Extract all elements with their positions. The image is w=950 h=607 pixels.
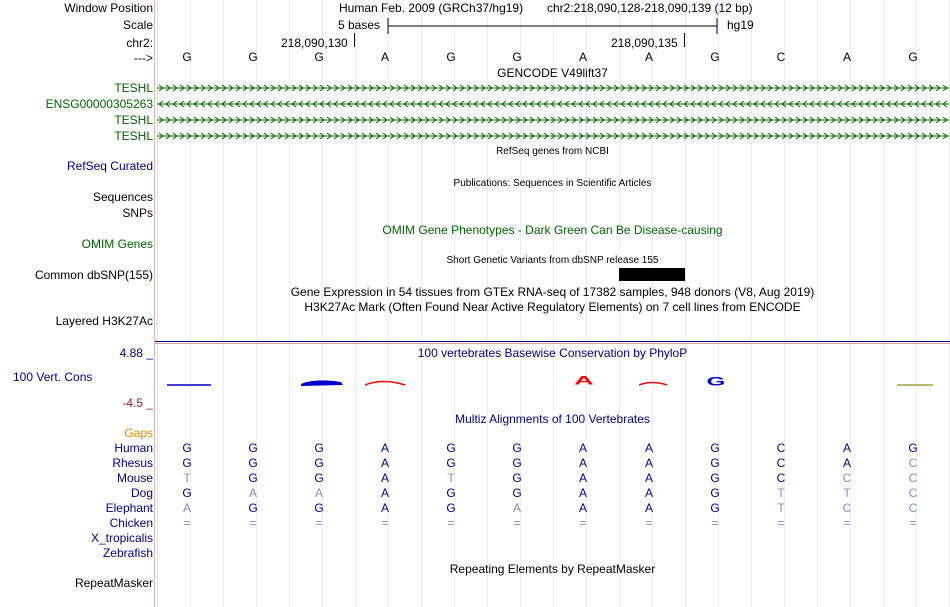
alignment-base: G xyxy=(248,456,258,470)
alignment-base: G xyxy=(512,441,522,455)
alignment-base: C xyxy=(908,486,918,500)
alignment-base: = xyxy=(843,516,851,530)
alignment-base: G xyxy=(710,441,720,455)
assembly-text: Human Feb. 2009 (GRCh37/hg19) xyxy=(339,1,524,15)
alignment-base: C xyxy=(908,456,918,470)
reference-base: A xyxy=(578,50,587,64)
species-label[interactable]: Human xyxy=(114,441,153,455)
alignment-base: G xyxy=(248,441,258,455)
conservation-logo xyxy=(155,370,950,392)
alignment-base: A xyxy=(578,486,587,500)
alignment-base: = xyxy=(183,516,191,530)
alignment-base: = xyxy=(447,516,455,530)
refseq-label[interactable]: RefSeq Curated xyxy=(66,159,153,173)
alignment-base: = xyxy=(315,516,323,530)
alignment-base: A xyxy=(182,501,191,515)
alignment-base: A xyxy=(380,486,389,500)
repeatmasker-title: Repeating Elements by RepeatMasker xyxy=(449,562,656,576)
species-label[interactable]: Mouse xyxy=(116,471,153,485)
dbsnp-label[interactable]: Common dbSNP(155) xyxy=(34,268,153,282)
alignment-base: G xyxy=(710,456,720,470)
alignment-base: G xyxy=(314,441,324,455)
scale-text: 5 bases xyxy=(338,18,381,32)
alignment-base: A xyxy=(644,471,653,485)
alignment-base: A xyxy=(314,486,323,500)
alignment-base: = xyxy=(249,516,257,530)
window-position-label: Window Position xyxy=(64,1,153,15)
alignment-base: G xyxy=(446,456,456,470)
svg-text:A: A xyxy=(573,374,594,388)
reference-base: G xyxy=(314,50,324,64)
position-text: chr2:218,090,128-218,090,139 (12 bp) xyxy=(547,1,753,15)
alignment-base: A xyxy=(380,456,389,470)
alignment-base: = xyxy=(513,516,521,530)
alignment-base: C xyxy=(842,471,852,485)
reference-base: G xyxy=(710,50,720,64)
gencode-title: GENCODE V49lift37 xyxy=(497,66,608,80)
alignment-base: G xyxy=(512,471,522,485)
reference-base: G xyxy=(446,50,456,64)
omim-title: OMIM Gene Phenotypes - Dark Green Can Be Disease-causing xyxy=(382,223,723,237)
alignment-base: G xyxy=(314,471,324,485)
alignment-base: A xyxy=(644,501,653,515)
reference-base: A xyxy=(842,50,851,64)
alignment-base: C xyxy=(776,456,786,470)
alignment-base: A xyxy=(644,486,653,500)
gencode-track-label[interactable]: ENSG00000305263 xyxy=(45,97,153,111)
alignment-base: G xyxy=(314,456,324,470)
svg-text:G: G xyxy=(706,375,726,389)
coord-tick-mark-2 xyxy=(684,33,685,47)
reference-base: G xyxy=(248,50,258,64)
conservation-top-line-2 xyxy=(155,343,950,344)
species-label[interactable]: Chicken xyxy=(109,516,153,530)
conservation-title: 100 vertebrates Basewise Conservation by PhyloP xyxy=(417,346,688,360)
alignment-base: A xyxy=(578,456,587,470)
alignment-base: G xyxy=(182,456,192,470)
alignment-base: C xyxy=(908,501,918,515)
reference-base: A xyxy=(380,50,389,64)
species-label[interactable]: Dog xyxy=(130,486,153,500)
scale-label: Scale xyxy=(122,18,153,32)
reference-base: G xyxy=(182,50,192,64)
alignment-base: G xyxy=(446,441,456,455)
conservation-max: 4.88 _ xyxy=(119,346,153,360)
alignment-base: T xyxy=(183,471,191,485)
coord-tick-2: 218,090,135 xyxy=(611,36,678,50)
gtex-title: Gene Expression in 54 tissues from GTEx RNA-seq of 17382 samples, 948 donors (V8, Aug 2019) xyxy=(290,285,815,299)
alignment-base: = xyxy=(381,516,389,530)
alignment-base: G xyxy=(512,456,522,470)
alignment-base: A xyxy=(578,441,587,455)
conservation-min: -4.5 _ xyxy=(122,396,153,410)
alignment-base: A xyxy=(512,501,521,515)
alignment-base: = xyxy=(579,516,587,530)
gencode-transcript[interactable] xyxy=(157,100,949,108)
h3k27ac-label[interactable]: Layered H3K27Ac xyxy=(55,314,153,328)
alignment-base: = xyxy=(645,516,653,530)
chrom-label: chr2: xyxy=(126,36,153,50)
alignment-base: G xyxy=(710,501,720,515)
reference-base: G xyxy=(908,50,918,64)
gencode-track-label[interactable]: TESHL xyxy=(114,129,153,143)
multiz-title: Multiz Alignments of 100 Vertebrates xyxy=(455,412,650,426)
h3k27ac-title: H3K27Ac Mark (Often Found Near Active Regulatory Elements) on 7 cell lines from ENCODE xyxy=(304,300,801,314)
strand-label: ---> xyxy=(134,51,153,65)
gaps-label: Gaps xyxy=(124,426,153,440)
scale-bar xyxy=(386,16,722,36)
alignment-base: T xyxy=(843,486,851,500)
alignment-base: A xyxy=(380,471,389,485)
alignment-base: A xyxy=(578,501,587,515)
dbsnp-title: Short Genetic Variants from dbSNP release 155 xyxy=(446,255,659,266)
alignment-base: G xyxy=(248,501,258,515)
conservation-label[interactable]: 100 Vert. Cons xyxy=(13,370,93,384)
omim-label[interactable]: OMIM Genes xyxy=(81,237,153,251)
conservation-top-line xyxy=(155,341,950,342)
species-label[interactable]: X_tropicalis xyxy=(90,531,153,545)
alignment-base: G xyxy=(182,441,192,455)
alignment-base: A xyxy=(842,441,851,455)
alignment-base: G xyxy=(314,501,324,515)
publications-sequences-label[interactable]: Sequences xyxy=(92,190,153,204)
gencode-transcript[interactable] xyxy=(157,84,949,92)
reference-base: G xyxy=(512,50,522,64)
alignment-base: A xyxy=(380,501,389,515)
gencode-track-label[interactable]: TESHL xyxy=(114,81,153,95)
publications-snps-label[interactable]: SNPs xyxy=(122,206,153,220)
coord-tick-1: 218,090,130 xyxy=(281,36,348,50)
alignment-base: C xyxy=(908,471,918,485)
species-label[interactable]: Elephant xyxy=(105,501,153,515)
alignment-base: T xyxy=(777,501,785,515)
alignment-base: C xyxy=(776,471,786,485)
alignment-base: G xyxy=(446,501,456,515)
alignment-base: = xyxy=(711,516,719,530)
gencode-transcript[interactable] xyxy=(157,116,949,124)
alignment-base: G xyxy=(248,471,258,485)
alignment-base: A xyxy=(644,456,653,470)
reference-base: A xyxy=(644,50,653,64)
alignment-base: G xyxy=(908,441,918,455)
coord-tick-mark-1 xyxy=(354,33,355,47)
alignment-base: G xyxy=(512,486,522,500)
alignment-base: A xyxy=(842,456,851,470)
alignment-base: A xyxy=(644,441,653,455)
alignment-base: G xyxy=(710,486,720,500)
gencode-transcript[interactable] xyxy=(157,132,949,140)
alignment-base: T xyxy=(777,486,785,500)
db-name: hg19 xyxy=(727,18,754,32)
alignment-base: G xyxy=(710,471,720,485)
alignment-base: A xyxy=(578,471,587,485)
alignment-base: G xyxy=(182,486,192,500)
reference-base: C xyxy=(776,50,786,64)
species-label[interactable]: Zebrafish xyxy=(102,546,153,560)
publications-title: Publications: Sequences in Scientific Articles xyxy=(453,178,652,189)
alignment-base: C xyxy=(842,501,852,515)
species-label[interactable]: Rhesus xyxy=(112,456,153,470)
refseq-title: RefSeq genes from NCBI xyxy=(496,146,609,157)
alignment-base: = xyxy=(909,516,917,530)
alignment-base: G xyxy=(446,486,456,500)
gencode-track-label[interactable]: TESHL xyxy=(114,113,153,127)
repeatmasker-label[interactable]: RepeatMasker xyxy=(74,576,153,590)
alignment-base: C xyxy=(776,441,786,455)
alignment-base: A xyxy=(380,441,389,455)
alignment-base: T xyxy=(447,471,455,485)
alignment-base: A xyxy=(248,486,257,500)
alignment-base: = xyxy=(777,516,785,530)
snp-feature[interactable] xyxy=(619,268,685,281)
